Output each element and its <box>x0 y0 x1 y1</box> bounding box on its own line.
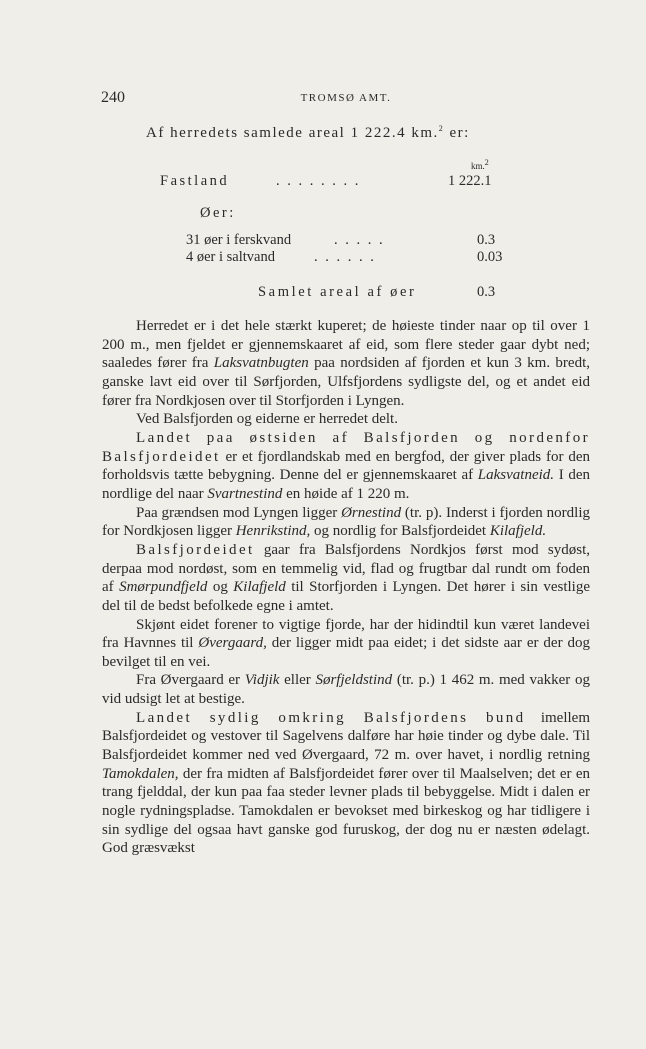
text-run: og <box>207 579 234 596</box>
area-row-label: 4 øer i saltvand <box>186 249 275 265</box>
text-run: paa nordsiden af fjorden et kun 3 km. bredt, ganske lavt eid over til Sørfjorden, Ulfsfjordens sydligste del, og et andet eid fører fra Nordkjosen over til Storfjorden i Lyngen. <box>102 355 590 409</box>
running-title: TROMSØ AMT. <box>300 92 392 104</box>
text-run: er et fjordlandskab med en bergfod, der giver plads for den forholdsvis tætte bebygning. Denne del er gjennemskaaret af <box>102 448 590 484</box>
text-run: Ved Balsfjorden og eiderne er herredet delt. <box>136 411 398 428</box>
page-header <box>101 89 591 111</box>
place-name-italic: Tamokdalen, <box>102 765 179 782</box>
area-row-label: Øer: <box>200 205 236 221</box>
spaced-heading-text: Landet paa østsiden af Balsfjorden og nordenfor Balsfjordeidet <box>102 429 590 465</box>
body-text <box>102 317 590 858</box>
paragraph <box>102 541 590 616</box>
area-row-label: 31 øer i ferskvand <box>186 232 292 248</box>
text-run: der fra midten af Balsfjordeidet fører over til Maalselven; det er en trang fjelddal, der kun paa faa steder levner plads til bebyggelse. Midt i dalen er nogle rydningspladse. Tamokdalen er bevokset med birkeskog og har tidligere i sin sydlige del ogsaa havt ganske god furuskog, der dog nu er næsten ødelagt. God græsvækst <box>102 765 590 857</box>
text-run: gaar fra Balsfjordens Nordkjos først mod sydøst, derpaa mod nordøst, som en temmelig vid, flad og frugtbar dal rundt om foden af <box>102 541 590 596</box>
place-name-italic: Kilafjeld. <box>489 523 547 540</box>
spaced-heading-text: Balsfjordeidet <box>136 541 255 558</box>
area-row-value: 1 222.1 <box>448 173 492 189</box>
place-name-italic: Laksvatneid. <box>477 467 555 484</box>
text-run: (tr. p). Inderst i fjorden nordlig for Nordkjosen ligger <box>102 504 590 540</box>
text-run: og nordlig for Balsfjordeidet <box>310 523 490 540</box>
text-run: til Storfjorden i Lyngen. Det hører i sin vestlige del til de bedst befolkede egne i amtet. <box>102 579 591 614</box>
area-row-label: Fastland <box>160 173 230 189</box>
area-intro-end: er: <box>444 125 470 141</box>
paragraph <box>102 317 590 410</box>
place-name-italic: Svartnestind <box>207 485 283 502</box>
area-row-label: Samlet areal af øer <box>258 284 417 300</box>
area-row-leader: . . . . . . . . <box>276 173 361 189</box>
area-row-leader: . . . . . <box>334 232 385 248</box>
paragraph <box>102 616 590 672</box>
area-intro-sup: 2 <box>438 124 445 133</box>
page-number: 240 <box>101 89 125 106</box>
paragraph <box>102 429 590 504</box>
place-name-italic: Laksvatnbugten <box>213 355 309 372</box>
area-row-leader: . . . . . . <box>314 249 376 265</box>
text-run: imellem Balsfjordeidet og vestover til Sagelvens dalføre har høie tinder og dybe dale. Til Balsfjordeidet kommer ned ved Øvergaard, 72 m. over havet, i nordlig retning <box>102 709 590 764</box>
text-run: en høide af 1 220 m. <box>282 485 410 502</box>
place-name-italic: Ørnestind <box>341 504 402 521</box>
text-run: Herredet er i det hele stærkt kuperet; de høieste tinder naar op til over 1 200 m., men fjeldet er gjennemskaaret af eid, som flere steder gaar dybt ned; saaledes fører fra <box>102 318 590 372</box>
area-row-value: 0.3 <box>477 232 496 248</box>
unit-text: km. <box>471 161 485 171</box>
place-name-italic: Henrikstind, <box>235 523 311 540</box>
place-name-italic: Sørfjeldstind <box>315 672 393 689</box>
place-name-italic: Smørpundfjeld <box>119 579 208 596</box>
area-row-value: 0.03 <box>477 249 503 265</box>
area-row-value: 0.3 <box>477 284 496 300</box>
unit-label <box>471 158 489 171</box>
paragraph <box>102 504 590 541</box>
text-run: eller <box>279 672 316 689</box>
text-run: Paa grændsen mod Lyngen ligger <box>136 504 342 521</box>
text-run: der ligger midt paa eidet; i det sidste aar er der dog bevilget til en vei. <box>102 635 590 670</box>
paragraph <box>102 410 590 429</box>
paragraph <box>102 671 590 708</box>
place-name-italic: Vidjik <box>244 672 280 689</box>
area-intro-text: Af herredets samlede areal 1 222.4 km. <box>146 125 439 141</box>
place-name-italic: Kilafjeld <box>233 579 286 596</box>
text-run: Skjønt eidet forener to vigtige fjorde, har der hidindtil kun været landevei fra Havnnes til <box>102 616 590 652</box>
unit-sup: 2 <box>484 158 489 167</box>
text-run: I den nordlige del naar <box>102 467 590 502</box>
place-name-italic: Øvergaard, <box>198 635 267 652</box>
text-run: Fra Øvergaard er <box>136 672 245 689</box>
spaced-heading-text: Landet sydlig omkring Balsfjordens bund <box>136 709 526 726</box>
text-run: (tr. p.) 1 462 m. med vakker og vid udsigt let at bestige. <box>102 672 590 708</box>
area-intro <box>146 124 470 142</box>
paragraph <box>102 709 590 858</box>
